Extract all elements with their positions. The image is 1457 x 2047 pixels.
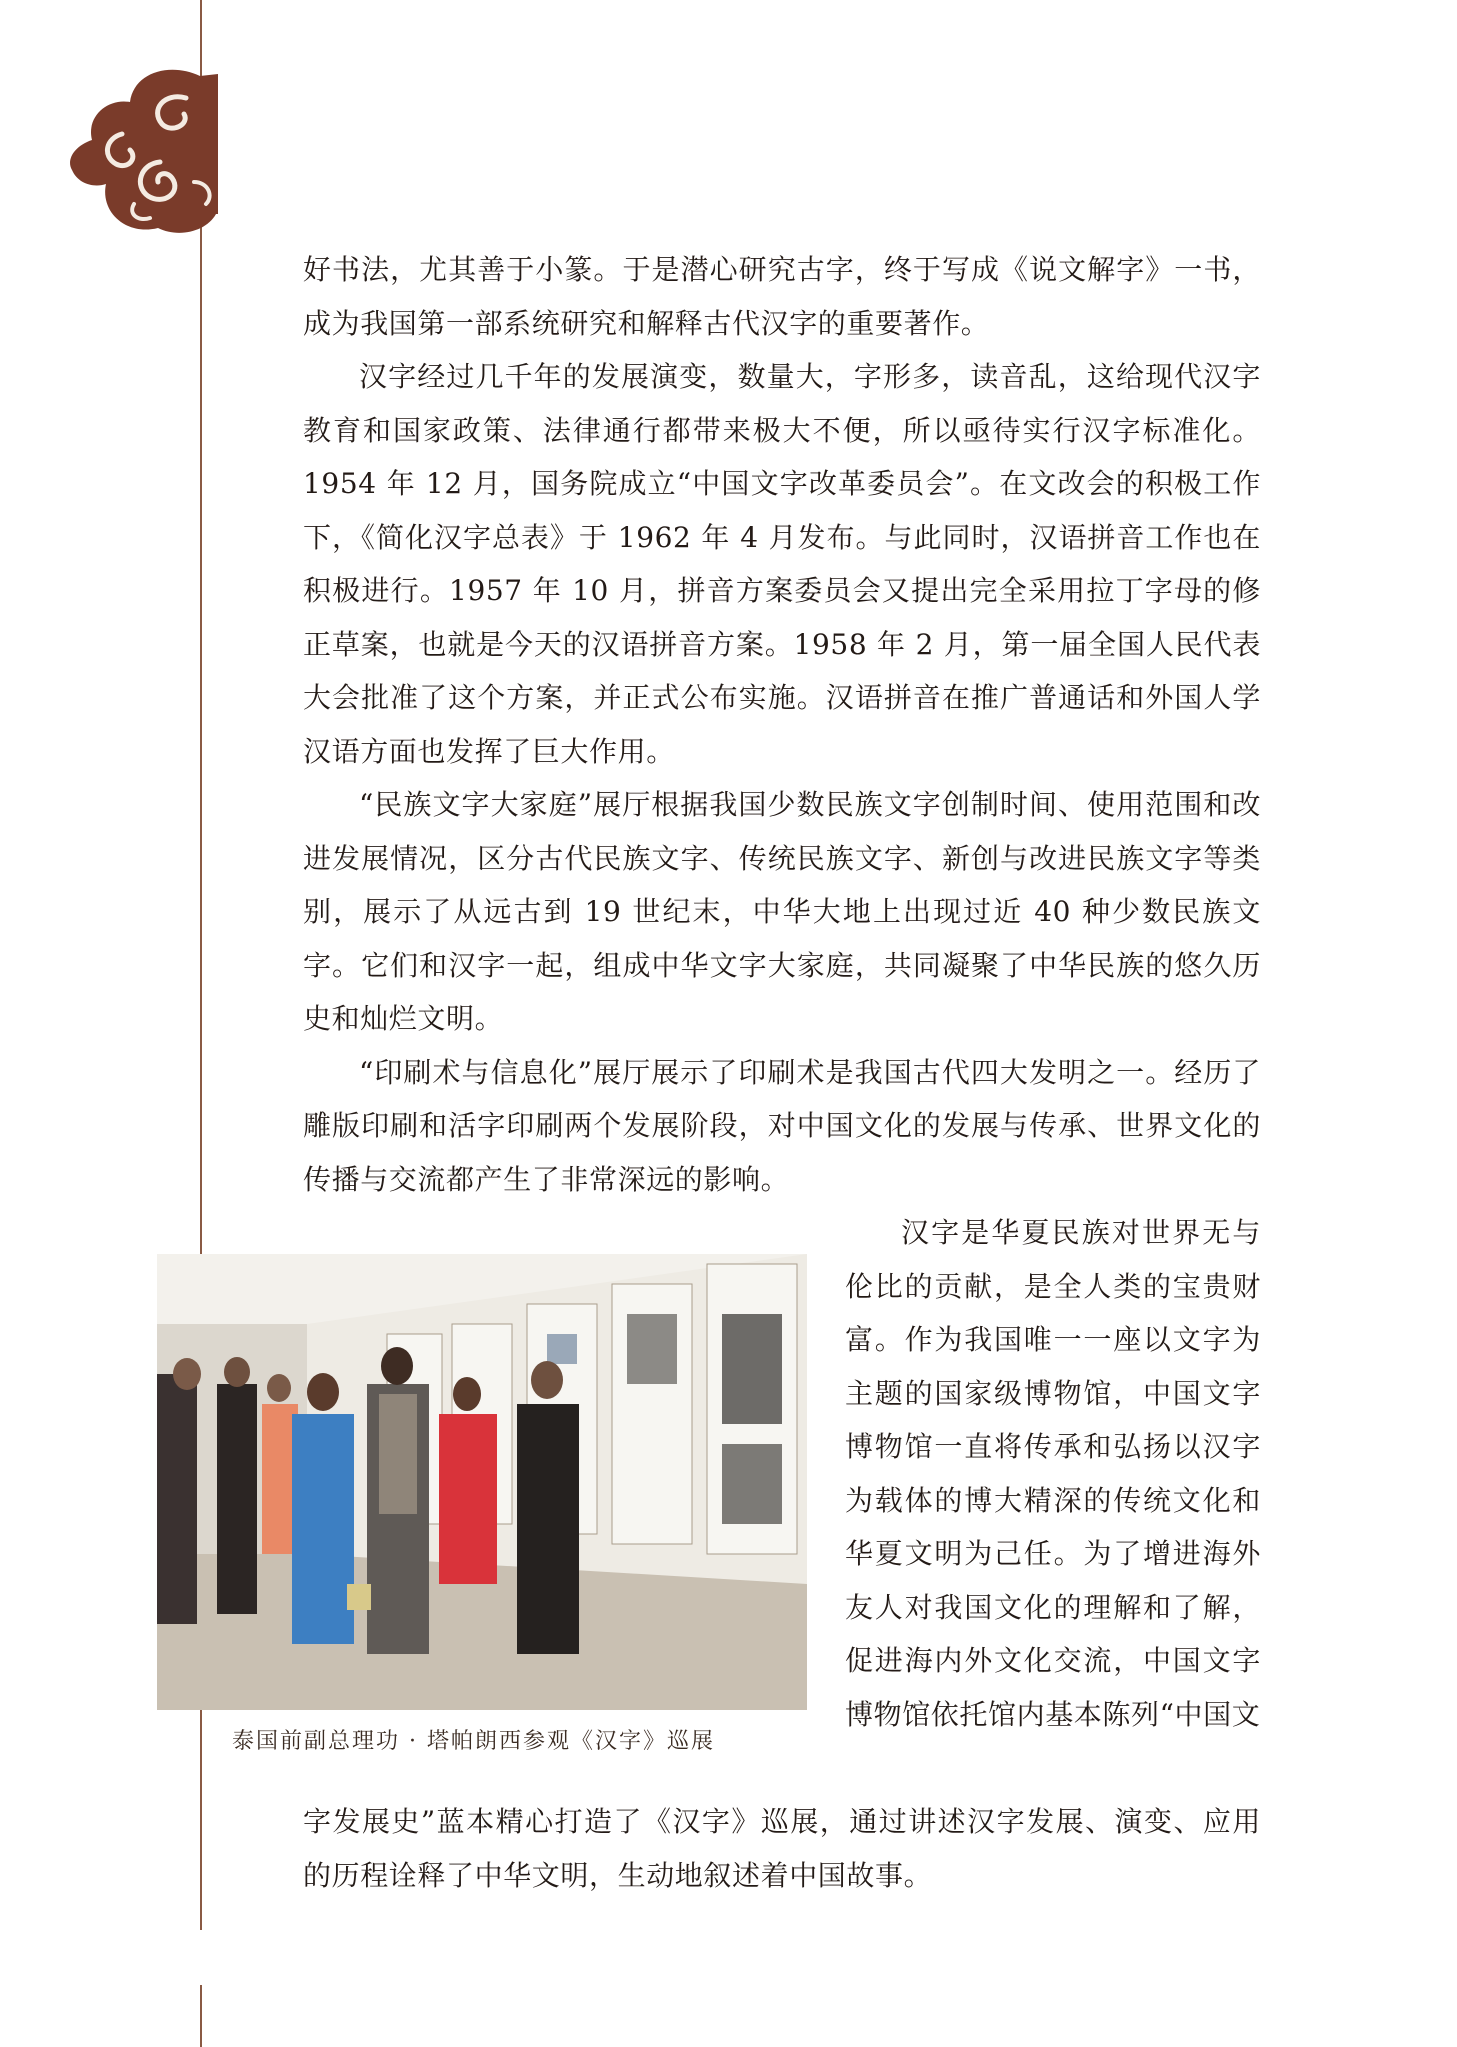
body-text-lower <box>303 1795 1261 1902</box>
paragraph-shuowen: 好书法，尤其善于小篆。于是潜心研究古字，终于写成《说文解字》一书，成为我国第一部系统研究和解释古代汉字的重要著作。 <box>303 253 1261 340</box>
body-text-side-column <box>845 1206 1261 1741</box>
exhibition-visit-photo <box>157 1254 807 1710</box>
paragraph-hanzi-tour-start: 汉字是华夏民族对世界无与伦比的贡献，是全人类的宝贵财富。作为我国唯一一座以文字为主题的国家级博物馆，中国文字博物馆一直将传承和弘扬以汉字为载体的博大精深的传统文化和华夏文明为己任。为了增进海外友人对我国文化的理解和了解，促进海内外文化交流，中国文字博物馆依托馆内基本陈列“中国文 <box>845 1216 1261 1731</box>
paragraph-hanzi-tour-end: 字发展史”蓝本精心打造了《汉字》巡展，通过讲述汉字发展、演变、应用的历程诠释了中华文明，生动地叙述着中国故事。 <box>303 1805 1261 1892</box>
cloud-scroll-ornament <box>68 64 218 244</box>
paragraph-ethnic-scripts: “民族文字大家庭”展厅根据我国少数民族文字创制时间、使用范围和改进发展情况，区分古代民族文字、传统民族文字、新创与改进民族文字等类别，展示了从远古到 19 世纪末，中华大地上出现过近 40 种少数民族文字。它们和汉字一起，组成中华文字大家庭，共同凝聚了中华民族的悠久历史和灿烂文明。 <box>303 788 1261 1035</box>
body-text-upper <box>303 243 1261 1206</box>
paragraph-standardization: 汉字经过几千年的发展演变，数量大，字形多，读音乱，这给现代汉字教育和国家政策、法律通行都带来极大不便，所以亟待实行汉字标准化。1954 年 12 月，国务院成立“中国文字改革委员会”。在文改会的积极工作下，《简化汉字总表》于 1962 年 4 月发布。与此同时，汉语拼音工作也在积极进行。1957 年 10 月，拼音方案委员会又提出完全采用拉丁字母的修正草案，也就是今天的汉语拼音方案。1958 年 2 月，第一届全国人民代表大会批准了这个方案，并正式公布实施。汉语拼音在推广普通话和外国人学汉语方面也发挥了巨大作用。 <box>303 360 1261 768</box>
photo-illustration <box>157 1254 807 1710</box>
photo-caption: 泰国前副总理功 · 塔帕朗西参观《汉字》巡展 <box>232 1729 715 1754</box>
paragraph-printing: “印刷术与信息化”展厅展示了印刷术是我国古代四大发明之一。经历了雕版印刷和活字印刷两个发展阶段，对中国文化的发展与传承、世界文化的传播与交流都产生了非常深远的影响。 <box>303 1055 1261 1196</box>
margin-rule-bottom <box>200 1985 202 2047</box>
